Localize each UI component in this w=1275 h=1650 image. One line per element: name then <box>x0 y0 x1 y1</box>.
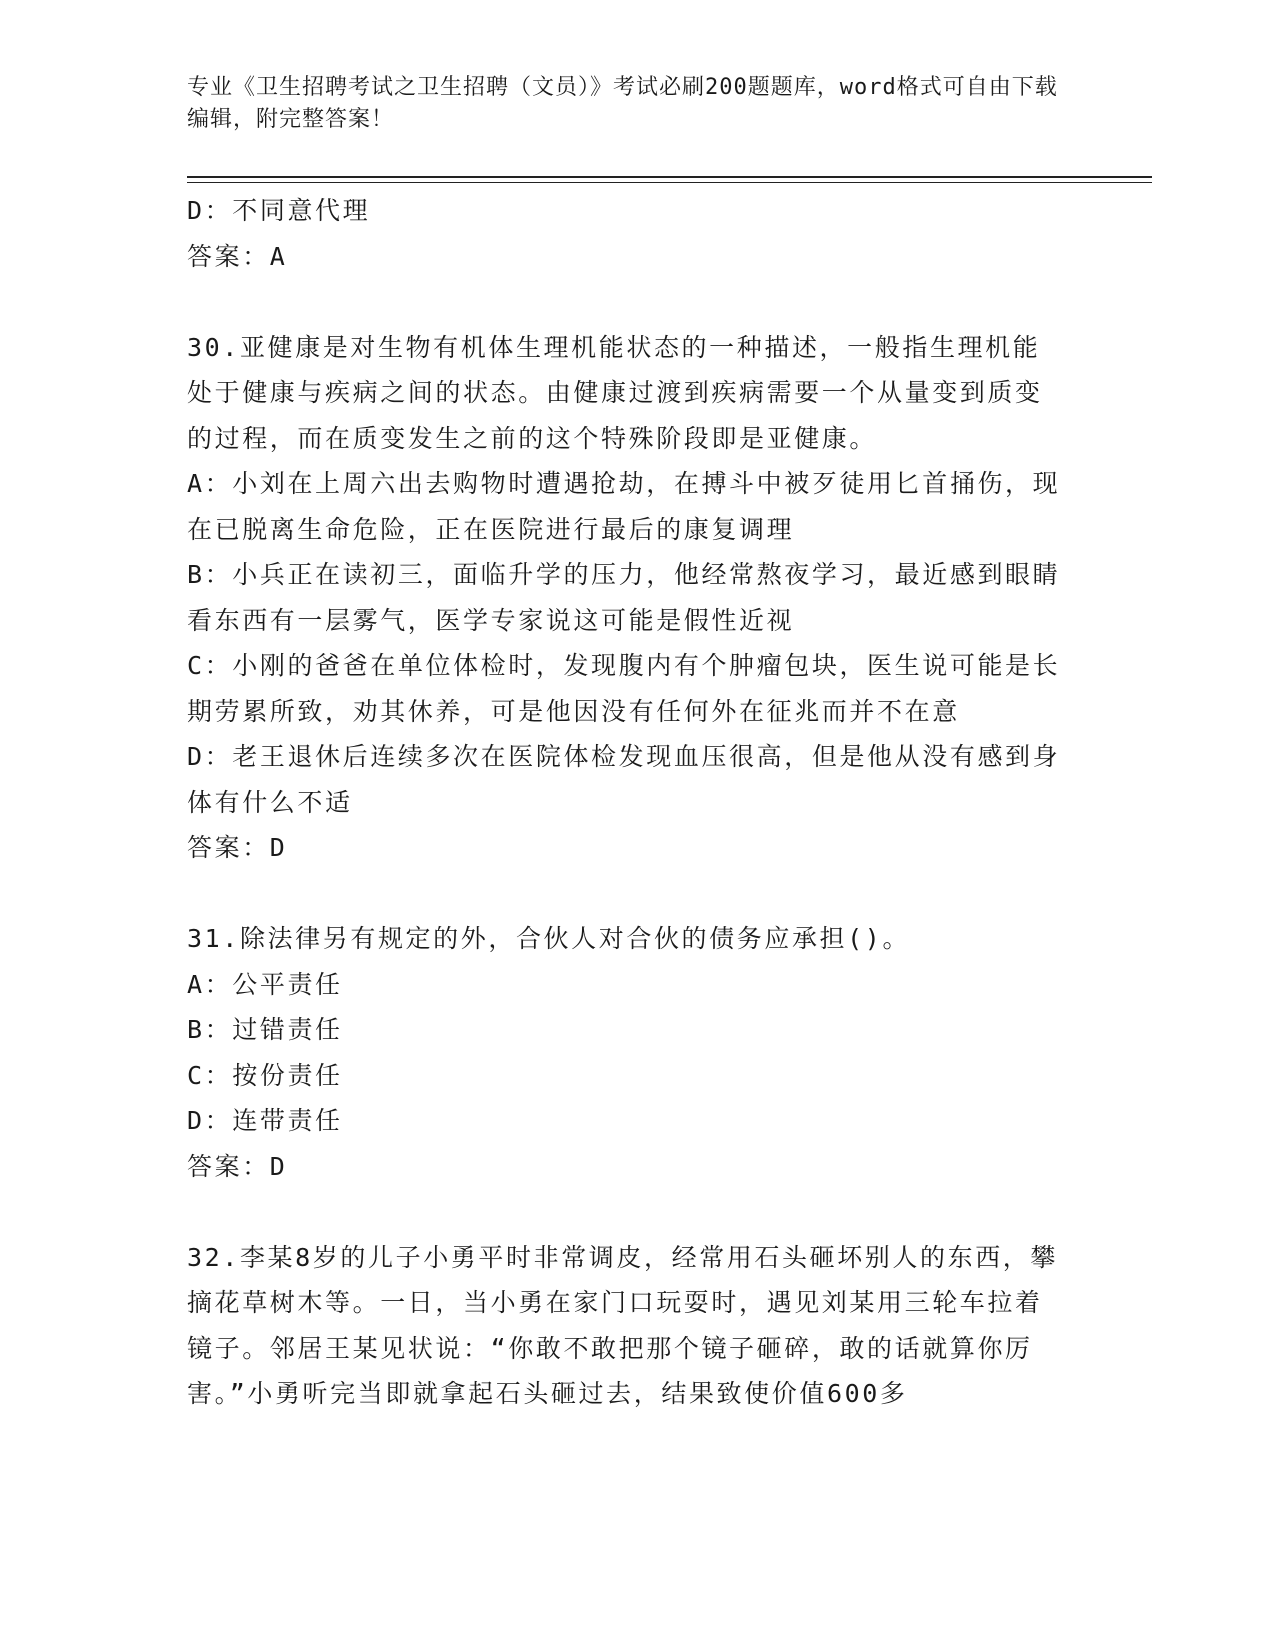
question-30-option-b: B：小兵正在读初三，面临升学的压力，他经常熬夜学习，最近感到眼睛看东西有一层雾气，医学专家说这可能是假性近视 <box>187 560 1061 635</box>
question-30-answer: 答案：D <box>187 833 288 862</box>
spacer <box>187 871 1067 917</box>
page-header: 专业《卫生招聘考试之卫生招聘（文员）》考试必刷200题题库，word格式可自由下载编辑，附完整答案！ <box>187 75 1058 132</box>
question-30-stem: 30.亚健康是对生物有机体生理机能状态的一种描述，一般指生理机能处于健康与疾病之间的状态。由健康过渡到疾病需要一个从量变到质变的过程，而在质变发生之前的这个特殊阶段即是亚健康。 <box>187 332 1043 453</box>
spacer <box>187 1189 1067 1235</box>
question-31-option-c: C：按份责任 <box>187 1060 343 1090</box>
answer-line: 答案：A <box>187 241 288 271</box>
option-d: D：不同意代理 <box>187 196 371 225</box>
question-31-option-a: A：公平责任 <box>187 969 343 999</box>
question-31-stem: 31.除法律另有规定的外，合伙人对合伙的债务应承担()。 <box>187 924 911 953</box>
spacer <box>187 279 1067 325</box>
question-31-option-b: B：过错责任 <box>187 1015 343 1044</box>
question-30-option-a: A：小刘在上周六出去购物时遭遇抢劫，在搏斗中被歹徒用匕首捅伤，现在已脱离生命危险，正在医院进行最后的康复调理 <box>187 469 1061 544</box>
question-30-option-d: D：老王退休后连续多次在医院体检发现血压很高，但是他从没有感到身体有什么不适 <box>187 742 1061 817</box>
question-31-option-d: D：连带责任 <box>187 1106 343 1135</box>
header-divider-thin <box>187 182 1152 183</box>
question-content <box>187 188 1067 1417</box>
header-divider-thick <box>187 176 1152 178</box>
question-31-answer: 答案：D <box>187 1151 288 1181</box>
question-30-option-c: C：小刚的爸爸在单位体检时，发现腹内有个肿瘤包块，医生说可能是长期劳累所致，劝其休养，可是他因没有任何外在征兆而并不在意 <box>187 651 1061 726</box>
question-32-stem: 32.李某8岁的儿子小勇平时非常调皮，经常用石头砸坏别人的东西，攀摘花草树木等。一日，当小勇在家门口玩耍时，遇见刘某用三轮车拉着镜子。邻居王某见状说：“你敢不敢把那个镜子砸碎，敢的话就算你厉害。”小勇听完当即就拿起石头砸过去，结果致使价值600多 <box>187 1242 1059 1408</box>
